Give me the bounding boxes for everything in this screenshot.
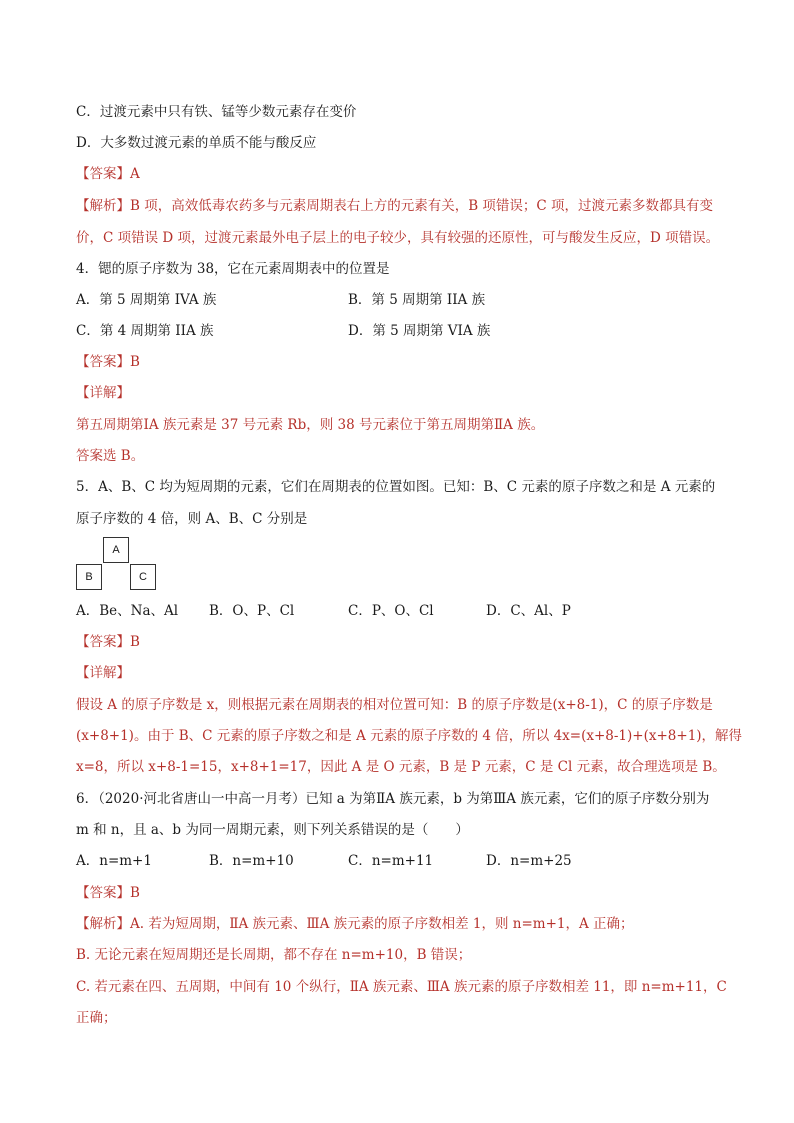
q5-detail-line3: x=8，所以 x+8-1=15，x+8+1=17，因此 A 是 O 元素，B 是 P 元素，C 是 Cl 元素，故合理选项是 B。 — [76, 759, 726, 775]
q4-option-b: B．第 5 周期第 IIA 族 — [348, 292, 486, 308]
q5-option-a: A．Be、Na、Al — [76, 603, 179, 619]
q4-stem: 4．锶的原子序数为 38，它在元素周期表中的位置是 — [76, 261, 390, 277]
cell-c: C — [130, 564, 156, 590]
q4-option-c: C．第 4 周期第 IIA 族 — [76, 323, 214, 339]
cell-b: B — [76, 564, 102, 590]
q5-detail-line1: 假设 A 的原子序数是 x，则根据元素在周期表的相对位置可知：B 的原子序数是(x+8-1)，C 的原子序数是 — [76, 697, 713, 713]
q5-answer: 【答案】B — [76, 634, 140, 650]
cell-a: A — [103, 537, 129, 563]
q3-option-c: C．过渡元素中只有铁、锰等少数元素存在变价 — [76, 104, 357, 120]
q3-option-d: D．大多数过渡元素的单质不能与酸反应 — [76, 135, 317, 151]
q5-stem-line1: 5．A、B、C 均为短周期的元素，它们在周期表的位置如图。已知：B、C 元素的原子序数之和是 A 元素的 — [76, 479, 716, 495]
q5-option-c: C．P、O、Cl — [348, 603, 434, 619]
q6-stem-line1: 6．（2020·河北省唐山一中高一月考）已知 a 为第ⅡA 族元素，b 为第ⅢA 族元素，它们的原子序数分别为 — [76, 791, 710, 807]
q6-answer: 【答案】B — [76, 885, 140, 901]
q5-stem-line2: 原子序数的 4 倍，则 A、B、C 分别是 — [76, 511, 308, 527]
q3-answer: 【答案】A — [76, 166, 140, 182]
q6-stem-line2: m 和 n，且 a、b 为同一周期元素，则下列关系错误的是（ ） — [76, 822, 469, 838]
q4-option-d: D．第 5 周期第 VIA 族 — [348, 323, 491, 339]
q4-detail-label: 【详解】 — [76, 385, 130, 401]
q5-option-d: D．C、Al、P — [486, 603, 571, 619]
q6-analysis-a: 【解析】A. 若为短周期，ⅡA 族元素、ⅢA 族元素的原子序数相差 1，则 n=m+1，A 正确； — [76, 916, 634, 932]
q6-option-b: B．n=m+10 — [209, 853, 294, 869]
q5-detail-label: 【详解】 — [76, 665, 130, 681]
q6-option-c: C．n=m+11 — [348, 853, 434, 869]
q4-detail-line1: 第五周期第ⅠA 族元素是 37 号元素 Rb，则 38 号元素位于第五周期第ⅡA 族。 — [76, 417, 545, 433]
q6-analysis-c-line1: C. 若元素在四、五周期，中间有 10 个纵行，ⅡA 族元素、ⅢA 族元素的原子序数相差 11，即 n=m+11，C — [76, 979, 727, 995]
q4-detail-line2: 答案选 B。 — [76, 448, 145, 464]
q5-option-b: B．O、P、Cl — [209, 603, 295, 619]
q4-answer: 【答案】B — [76, 354, 140, 370]
q6-option-d: D．n=m+25 — [486, 853, 572, 869]
q6-analysis-b: B. 无论元素在短周期还是长周期，都不存在 n=m+10，B 错误； — [76, 947, 472, 963]
q5-detail-line2: (x+8+1)。由于 B、C 元素的原子序数之和是 A 元素的原子序数的 4 倍，所以 4x=(x+8-1)+(x+8+1)，解得 — [76, 728, 743, 744]
q4-option-a: A．第 5 周期第 IVA 族 — [76, 292, 217, 308]
q3-analysis-line2: 价，C 项错误 D 项，过渡元素最外电子层上的电子较少，具有较强的还原性，可与酸发生反应，D 项错误。 — [76, 230, 720, 246]
q3-analysis-line1: 【解析】B 项，高效低毒农药多与元素周期表右上方的元素有关，B 项错误；C 项，过渡元素多数都具有变 — [76, 198, 714, 214]
q6-analysis-c-line2: 正确； — [76, 1010, 117, 1026]
q6-option-a: A．n=m+1 — [76, 853, 152, 869]
